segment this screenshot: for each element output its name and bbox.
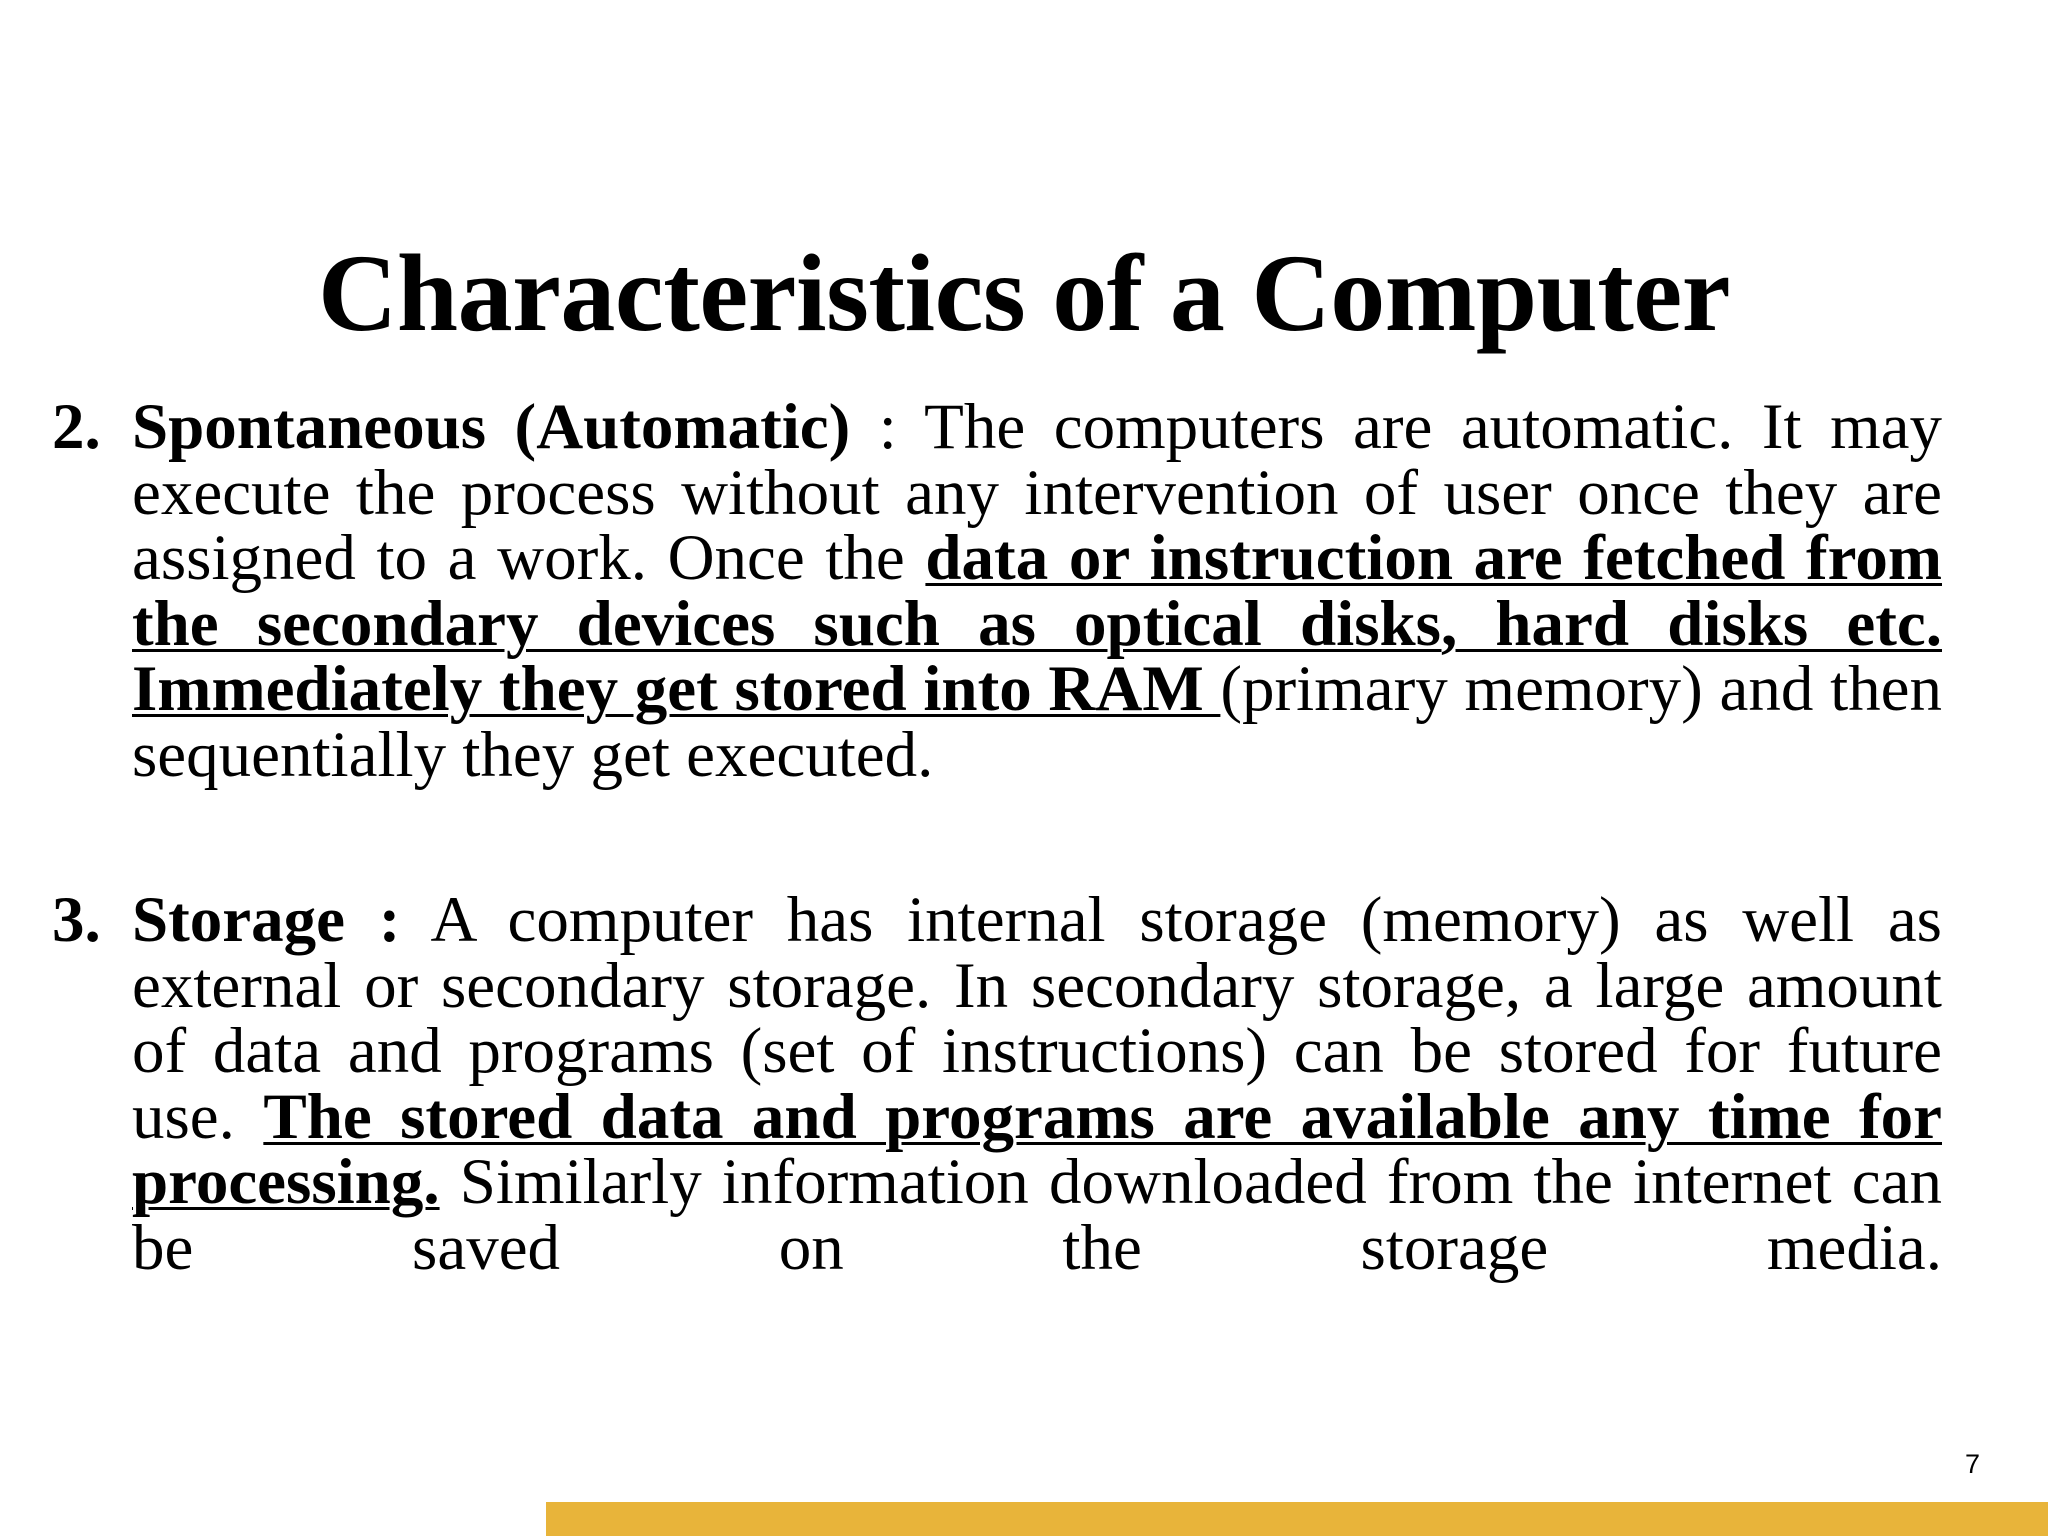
item-emphasis: data or instruction are fetched from the secondary devices such as optical disks, hard disks etc. Immediately they get stored into RAM — [132, 522, 1942, 725]
slide-title: Characteristics of a Computer — [317, 232, 1731, 354]
page-number: 7 — [1964, 1449, 1980, 1479]
list-item-spontaneous — [52, 391, 1942, 791]
item-emphasis: The stored data and programs are available any time for processing. — [132, 1080, 1942, 1218]
item-text: A computer has internal storage (memory) as well as external or secondary storage. In secondary storage, a large amount of data and programs (set of instructions) can be stored for future use. — [132, 884, 1942, 1153]
item-term: Spontaneous (Automatic) — [132, 391, 851, 463]
item-number: 2. — [52, 391, 101, 463]
characteristics-list — [52, 391, 1942, 1284]
item-text: Similarly information downloaded from the internet can be saved on the storage media. — [132, 1146, 1942, 1284]
footer-accent-bar — [546, 1502, 2048, 1536]
item-text: (primary memory) and then sequentially they get executed. — [132, 653, 1942, 791]
item-number: 3. — [52, 884, 101, 956]
list-item-storage — [52, 884, 1942, 1284]
item-text: : The computers are automatic. It may execute the process without any intervention of user once they are assigned to a work. Once the — [132, 391, 1942, 594]
item-term: Storage : — [132, 884, 401, 956]
